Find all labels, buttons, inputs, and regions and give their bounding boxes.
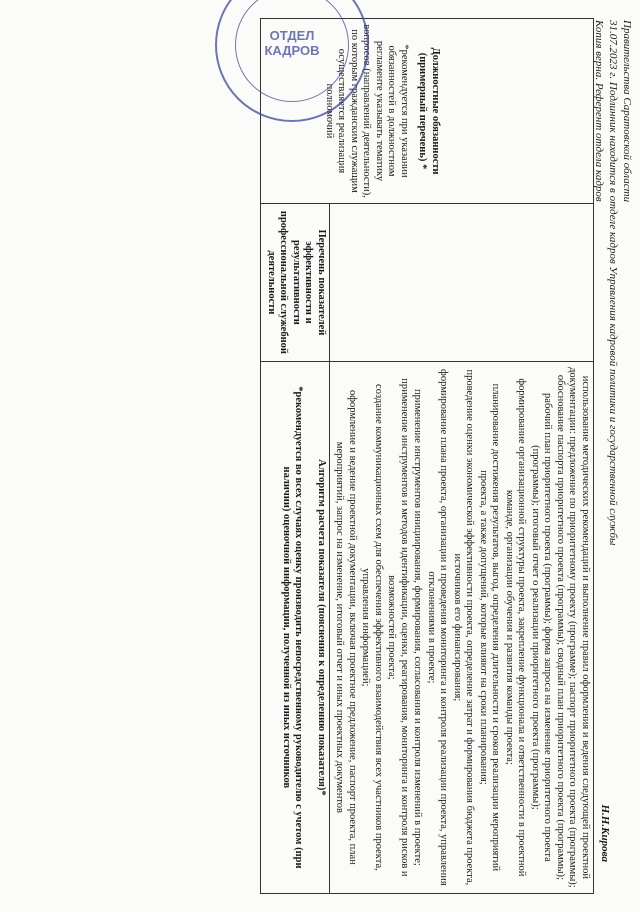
- performance-cell: [261, 204, 330, 362]
- requirement-item: проведение оценки экономической эффективности проекта, определение затрат и формирования бюджета проекта, источников его финансирования;: [452, 369, 476, 886]
- requirement-item: использование методических рекомендаций и выполнение правил оформления и ведения следующей проектной документации: предложение по приоритетному проекту (программе); паспорт приоритетного проекта (программы); обоснование паспорта приоритетного проекта (программы); сводный план приоритетного проекта (программы); рабочий план приоритетного проекта (программы); форма запроса на изменение приоритетного проекта (программы); итоговый отчет о реализации приоритетного проекта (программы);: [530, 367, 591, 888]
- header-line-1: Правительства Саратовской области: [621, 20, 633, 203]
- spacer-cell: [330, 204, 594, 362]
- performance-header: Перечень показателей эффективности и результативности профессиональной служебной деятельности: [266, 210, 327, 354]
- requirement-item: формирование организационной структуры проекта, закрепление функционала и ответственности в проектной команде, организации обучения и развития команды проекта;: [504, 378, 528, 877]
- header-line-3: Копия верна. Референт отдела кадров: [593, 20, 605, 202]
- signature: Н.Н.Кирова: [599, 804, 611, 862]
- requirement-item: планирование достижения результатов, выгод, определения длительности и сроков реализации мероприятий проекта, а также допущений, которые влияют на сроки планирования;: [478, 383, 502, 872]
- algorithm-header: Алгоритм расчета показателя (пояснения к определению показателя)*: [316, 459, 327, 796]
- copy-certification-header: [592, 20, 634, 892]
- requirement-item: формирование плана проекта, организации и проведения мониторинга и контроля реализации проекта, управления отклонениями в проекте;: [426, 369, 450, 886]
- duties-header: Должностные обязанности (примерный перечень) *: [417, 47, 441, 175]
- requirement-item: оформление и ведение проектной документации, включая проектное предложение, паспорт проекта, план мероприятий, запрос на изменение, итоговый отчет и иных проектных документов: [334, 389, 358, 865]
- stamp-line-2: КАДРОВ: [264, 43, 320, 58]
- stamp-line-1: ОТДЕЛ: [269, 28, 315, 43]
- requirements-cell: [330, 361, 594, 893]
- algorithm-note: *рекомендуется во всех случаях оценку производить непосредственному руководителю с учетом (при наличии) оценочной информации, полученной из иных источников: [281, 386, 305, 869]
- requirement-item: создание коммуникационных схем для обеспечения эффективного взаимодействия всех участников проекта, управления информацией;: [360, 384, 384, 871]
- regulation-table: [261, 18, 595, 894]
- stamp-center-text: [217, 28, 367, 58]
- algorithm-cell: [261, 361, 330, 893]
- requirement-item: применение инструментов инициирования, формирования, согласования и контроля изменений в проекте;: [412, 388, 424, 866]
- requirement-item: применение инструментов и методов идентификации, оценки, реагирования, мониторинга и контроля рисков и возможностей проекта;: [386, 378, 410, 877]
- duties-note: *рекомендуется при указании обязанностей в должностном регламенте указывать тематику вопросов (направлений деятельности), по которым гражданским служащим осуществляется реализация полномочий: [324, 24, 410, 198]
- table-row: [330, 19, 594, 894]
- header-line-2: 31.07.2023 г. Подлинник находится в отделе кадров Управления кадровой политики и государственной службы: [607, 20, 619, 546]
